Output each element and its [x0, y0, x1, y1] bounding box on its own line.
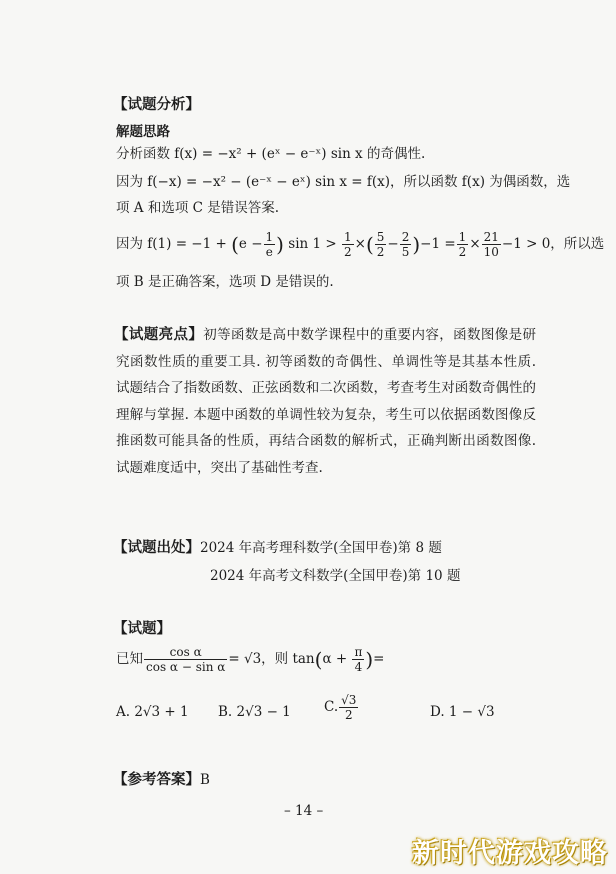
line4-mid: sin 1 >	[283, 236, 341, 252]
answer-block	[113, 768, 210, 789]
fraction-1-2: $\frac{1}{2}$	[343, 230, 352, 259]
fraction-1-over-e: $\frac{1}{e}$	[265, 230, 274, 259]
analysis-line-1: 分析函数 f(x) = −x² + (eˣ − e⁻ˣ) sin x 的奇偶性.	[116, 146, 426, 162]
question-stem: 已知 $\frac{\text{cos α}}{\text{cos α − sin α}}$ = √3，则 tan(α + $\frac{\pi}{4}$ )=	[116, 645, 385, 674]
fraction-2-5: $\frac{2}{5}$	[401, 230, 410, 259]
highlight-paragraph	[116, 322, 536, 481]
fraction-pi-4: $\frac{\pi}{4}$	[354, 645, 363, 674]
analysis-line-4: 因为 f(1) = −1 + (e − $\frac{1}{e}$ ) sin 1 > $\frac{1}{2}$ ×( $\frac{5}{2}$ − $\frac{2}{5}$ )−1 = $\frac{1}{2}$ × $\frac{21}{10}$ −1 > 0，所以选	[116, 230, 605, 259]
analysis-line-5: 项 B 是正确答案，选项 D 是错误的.	[116, 274, 334, 290]
solution-idea-subheading: 解题思路	[116, 124, 170, 140]
highlight-text: 初等函数是高中数学课程中的重要内容，函数图像是研究函数性质的重要工具. 初等函数的奇偶性、单调性等是其基本性质. 试题结合了指数函数、正弦函数和二次函数，考查考生对函数奇偶性的理解与掌握. 本题中函数的单调性较为复杂，考生可以依据函数图像反推函数可能具备的性质，再结合函数的解析式，正确判断出函数图像. 试题难度适中，突出了基础性考查.	[116, 327, 537, 476]
source-block	[113, 536, 442, 557]
page-number: – 14 –	[284, 803, 324, 819]
watermark-logo: 新时代游戏攻略	[412, 838, 608, 869]
option-d: D. 1 − √3	[430, 704, 495, 720]
fraction-21-10: $\frac{21}{10}$	[483, 230, 499, 259]
analysis-line-3: 项 A 和选项 C 是错误答案.	[116, 200, 280, 216]
analysis-line-2: 因为 f(−x) = −x² − (e⁻ˣ − eˣ) sin x = f(x)，所以函数 f(x) 为偶函数，选	[116, 174, 571, 190]
question-fraction: $\frac{\text{cos α}}{\text{cos α − sin α}}$	[146, 645, 226, 674]
source-line-1: 2024 年高考理科数学(全国甲卷)第 8 题	[200, 540, 442, 556]
line4-pre: 因为 f(1) = −1 +	[116, 236, 232, 252]
answer-value: B	[200, 772, 210, 788]
source-heading: 【试题出处】	[113, 540, 200, 556]
option-b: B. 2√3 − 1	[218, 704, 291, 720]
line4-e: e −	[238, 236, 263, 252]
question-heading: 【试题】	[113, 621, 171, 637]
analysis-heading: 【试题分析】	[113, 97, 200, 113]
option-a: A. 2√3 + 1	[116, 704, 189, 720]
fraction-5-2: $\frac{5}{2}$	[376, 230, 385, 259]
fraction-1-2-b: $\frac{1}{2}$	[458, 230, 467, 259]
option-c: C. $\frac{√3}{2}$	[324, 693, 357, 722]
option-c-fraction: $\frac{√3}{2}$	[341, 693, 357, 722]
answer-heading: 【参考答案】	[113, 772, 200, 788]
highlight-heading: 【试题亮点】	[114, 327, 204, 343]
source-line-2: 2024 年高考文科数学(全国甲卷)第 10 题	[210, 568, 461, 584]
